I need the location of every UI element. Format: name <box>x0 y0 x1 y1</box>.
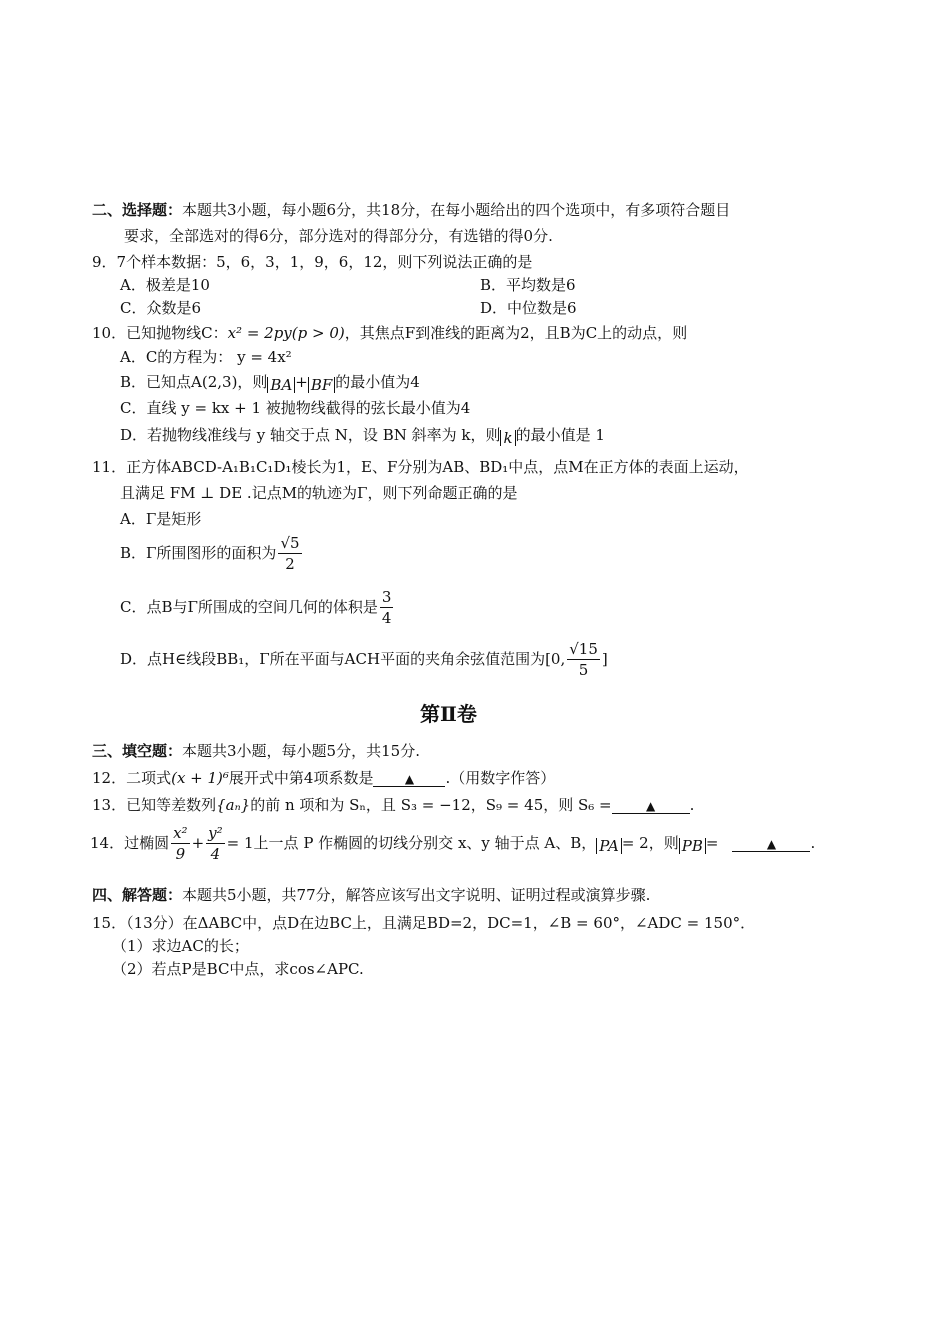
question-14-equals: = <box>705 834 719 852</box>
abs-k: k <box>500 430 515 446</box>
fraction-numerator: √5 <box>280 534 300 552</box>
equals-one: = 1 <box>226 834 254 852</box>
section-4-rule: 本题共5小题，共77分，解答应该写出文字说明、证明过程或演算步骤. <box>182 886 651 904</box>
question-12-end: .（用数字作答） <box>445 769 556 787</box>
fraction-3-over-4 <box>380 590 394 626</box>
interval-close-bracket: ] <box>601 650 608 668</box>
answer-blank-12 <box>373 771 445 787</box>
plus-sign: + <box>295 373 308 391</box>
question-11-option-b-text: B．Γ所围图形的面积为 <box>120 544 277 562</box>
question-13-end: . <box>689 796 695 814</box>
question-14-middle-2: = 2，则 <box>621 834 679 852</box>
question-9-option-d: D．中位数是6 <box>480 299 577 317</box>
question-9-option-b: B．平均数是6 <box>480 276 576 294</box>
fraction-sqrt5-over-2 <box>278 536 301 572</box>
question-11-option-b <box>120 536 304 572</box>
question-11-stem-1: 11．正方体ABCD-A₁B₁C₁D₁棱长为1，E、F分别为AB、BD₁中点，点M在正方体的表面上运动， <box>92 458 749 476</box>
question-9-option-c: C．众数是6 <box>120 299 202 317</box>
fraction-x2-over-9 <box>171 826 189 862</box>
triangle-marker-icon: ▲ <box>766 837 777 851</box>
question-10-option-d-end: 的最小值是 1 <box>515 426 605 444</box>
abs-pb: PB <box>679 838 706 854</box>
question-15-part-1: （1）求边AC的长； <box>112 937 249 955</box>
answer-blank-14 <box>732 836 810 852</box>
triangle-marker-icon: ▲ <box>646 799 656 813</box>
section-3-rule: 本题共3小题，每小题5分，共15分. <box>182 742 420 760</box>
question-9-stem: 9．7个样本数据：5，6，3，1，9，6，12，则下列说法正确的是 <box>92 253 533 271</box>
question-12 <box>92 771 555 787</box>
section-3-heading: 三、填空题： <box>92 742 183 760</box>
section-2-rule-2: 要求，全部选对的得6分，部分选对的得部分分，有选错的得0分. <box>124 227 553 245</box>
triangle-marker-icon: ▲ <box>404 772 415 786</box>
question-12-start: 12．二项式 <box>92 769 172 787</box>
fraction-numerator: y² <box>208 824 223 842</box>
fraction-numerator: √15 <box>569 640 598 658</box>
question-11-option-a: A．Γ是矩形 <box>120 510 202 528</box>
question-15-stem: 15．（13分）在ΔABC中，点D在边BC上，且满足BD=2，DC=1，∠B = 60°，∠ADC = 150°． <box>92 914 756 932</box>
section-4-rule-line <box>92 888 650 903</box>
fraction-denominator: 4 <box>381 609 392 627</box>
question-10-stem-end: ，其焦点F到准线的距离为2，且B为C上的动点，则 <box>344 324 688 342</box>
question-10-option-b <box>120 375 420 393</box>
question-11-stem-2: 且满足 FM ⊥ DE .记点M的轨迹为Γ，则下列命题正确的是 <box>120 484 518 502</box>
question-10-option-c: C．直线 y = kx + 1 被抛物线截得的弦长最小值为4 <box>120 399 471 417</box>
section-4-heading: 四、解答题： <box>92 886 183 904</box>
question-14 <box>90 826 815 862</box>
question-12-middle: 展开式中第4项系数是 <box>228 769 374 787</box>
fraction-denominator: 9 <box>175 845 186 863</box>
question-10-option-a: A．C的方程为： y = 4x² <box>120 348 292 366</box>
answer-blank-13 <box>612 798 690 814</box>
abs-ba: BA <box>267 377 295 393</box>
question-10-option-b-start: B．已知点A(2,3)，则 <box>120 373 268 391</box>
fraction-numerator: x² <box>173 824 188 842</box>
abs-bf: BF <box>308 377 335 393</box>
question-13 <box>92 798 694 814</box>
binomial-expression: (x + 1)⁶ <box>171 769 229 787</box>
question-10-equation: x² = 2py(p > 0) <box>227 324 345 342</box>
part-2-title: 第Ⅱ卷 <box>420 702 477 726</box>
fraction-denominator: 2 <box>285 555 295 573</box>
sequence-notation: {aₙ} <box>216 796 251 814</box>
question-14-end: . <box>810 834 816 852</box>
fraction-denominator: 5 <box>578 661 589 679</box>
plus-sign: + <box>191 834 205 852</box>
section-2-rule-line-1 <box>92 203 730 218</box>
question-11-option-d <box>120 642 608 678</box>
fraction-denominator: 4 <box>210 845 221 863</box>
question-10-stem-start: 10．已知抛物线C： <box>92 324 228 342</box>
question-11-option-c-text: C．点B与Γ所围成的空间几何的体积是 <box>120 598 378 616</box>
question-13-start: 13．已知等差数列 <box>92 796 217 814</box>
question-11-option-c <box>120 590 395 626</box>
question-10-option-d <box>120 428 605 446</box>
question-9-option-a: A．极差是10 <box>120 276 210 294</box>
question-11-option-d-text: D．点H∈线段BB₁，Γ所在平面与ACH平面的夹角余弦值范围为[0, <box>120 650 566 668</box>
question-10-option-d-start: D．若抛物线准线与 y 轴交于点 N，设 BN 斜率为 k，则 <box>120 426 501 444</box>
fraction-numerator: 3 <box>381 588 392 606</box>
fraction-y2-over-4 <box>206 826 225 862</box>
fraction-sqrt15-over-5 <box>567 642 600 678</box>
question-13-middle: 的前 n 项和为 Sₙ，且 S₃ = −12，S₉ = 45，则 S₆ = <box>250 796 612 814</box>
question-15-part-2: （2）若点P是BC中点，求cos∠APC. <box>112 960 364 978</box>
question-14-start: 14．过椭圆 <box>90 834 170 852</box>
abs-pa: PA <box>596 838 622 854</box>
section-2-rule-1: 本题共3小题，每小题6分，共18分，在每小题给出的四个选项中，有多项符合题目 <box>182 201 731 219</box>
question-14-middle: 上一点 P 作椭圆的切线分别交 x、y 轴于点 A、B， <box>253 834 597 852</box>
section-2-heading: 二、选择题： <box>92 201 183 219</box>
section-3-rule-line <box>92 744 420 759</box>
question-10-option-b-end: 的最小值为4 <box>335 373 420 391</box>
question-10-stem <box>92 326 687 341</box>
